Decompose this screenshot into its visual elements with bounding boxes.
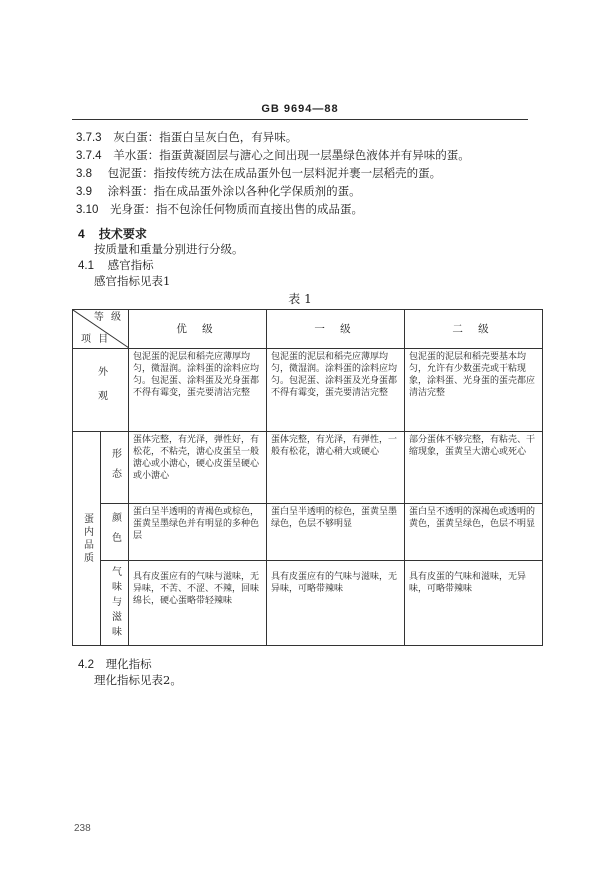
section-number: 4 [78,227,85,241]
sensory-index-table [72,309,543,646]
table-caption: 表 1 [288,292,312,306]
row-label-cell [101,432,129,504]
table-header-row [73,310,543,349]
table-row [73,432,543,504]
header-rule [72,119,528,120]
definition-item [76,130,297,145]
subsection-number: 4.2 [78,659,94,671]
table-reference: 理化指标见表2。 [94,673,182,687]
group-label-cell [73,432,101,646]
definition-number: 3.7.3 [76,132,102,144]
definition-number: 3.9 [76,186,92,198]
table-corner-cell [73,310,129,349]
table-cell: 部分蛋体不够完整，有粘壳、干缩现象，蛋黄呈大溏心或死心 [405,432,543,504]
definition-item [76,184,361,199]
header-grade-first: 一 级 [267,310,405,349]
subsection-heading [78,657,152,672]
table-cell: 具有皮蛋的气味和滋味，无异味，可略带辣味 [405,561,543,646]
subsection-title: 感官指标 [107,258,154,272]
definition-item [76,202,363,217]
table-cell: 蛋白呈半透明的青褐色或棕色，蛋黄呈墨绿色并有明显的多种色层 [129,504,267,561]
table-row [73,349,543,432]
subsection-title: 理化指标 [105,657,152,671]
definition-text: 灰白蛋：指蛋白呈灰白色，有异味。 [113,130,298,144]
table-cell: 蛋白呈半透明的棕色，蛋黄呈墨绿色，色层不够明显 [267,504,405,561]
table-cell: 蛋体完整，有光泽，弹性好，有松花，不粘壳，溏心皮蛋呈一般溏心或小溏心，硬心皮蛋呈硬心或小溏心 [129,432,267,504]
row-label: 形态 [109,447,121,488]
row-label: 外观 [95,366,107,414]
table-cell: 蛋体完整，有光泽，有弹性，一般有松花，溏心稍大或硬心 [267,432,405,504]
group-label: 蛋内品质 [81,512,93,565]
definition-number: 3.8 [76,168,92,180]
page-number: 238 [74,823,91,834]
definition-number: 3.7.4 [76,150,102,162]
document-header: GB 9694—88 [261,103,339,115]
subsection-heading [78,258,154,273]
row-label-cell [101,504,129,561]
row-label: 气味与滋味 [109,565,121,641]
row-label: 颜色 [109,512,121,552]
table-row [73,504,543,561]
definition-text: 包泥蛋：指按传统方法在成品蛋外包一层料泥并裹一层稻壳的蛋。 [107,166,442,180]
table-cell: 具有皮蛋应有的气味与滋味，无异味，可略带辣味 [267,561,405,646]
definition-text: 光身蛋：指不包涂任何物质而直接出售的成品蛋。 [110,202,364,216]
table-reference: 感官指标见表1 [94,274,171,288]
section-heading [78,225,147,242]
row-label-cell [73,349,129,432]
table-cell: 包泥蛋的泥层和稻壳应薄厚均匀，微湿润。涂料蛋的涂料应均匀。包泥蛋、涂料蛋及光身蛋都不得有霉变，蛋壳要清洁完整 [267,349,405,432]
section-intro: 按质量和重量分别进行分级。 [94,242,244,256]
table-cell: 包泥蛋的泥层和稻壳应薄厚均匀，微湿润。涂料蛋的涂料应均匀。包泥蛋、涂料蛋及光身蛋都不得有霉变，蛋壳要清洁完整 [129,349,267,432]
subsection-number: 4.1 [78,260,94,272]
definition-number: 3.10 [76,204,99,216]
table-cell: 具有皮蛋应有的气味与滋味，无异味，不苦、不涩、不辣，回味绵长，硬心蛋略带轻辣味 [129,561,267,646]
corner-grade-label: 等 级 [93,312,123,323]
table-row [73,561,543,646]
table-cell: 蛋白呈不透明的深褐色或透明的黄色，蛋黄呈绿色，色层不明显 [405,504,543,561]
definition-text: 涂料蛋：指在成品蛋外涂以各种化学保质剂的蛋。 [107,184,361,198]
header-grade-premium: 优 级 [129,310,267,349]
definition-text: 羊水蛋：指蛋黄凝固层与溏心之间出现一层墨绿色液体并有异味的蛋。 [113,148,470,162]
section-title: 技术要求 [98,227,147,241]
table-cell: 包泥蛋的泥层和稻壳要基本均匀，允许有少数蛋壳或干粘现象，涂料蛋、光身蛋的蛋壳都应清洁完整 [405,349,543,432]
corner-item-label: 项 目 [81,334,111,345]
definition-item [76,166,441,181]
header-grade-second: 二 级 [405,310,543,349]
definition-item [76,148,470,163]
row-label-cell [101,561,129,646]
